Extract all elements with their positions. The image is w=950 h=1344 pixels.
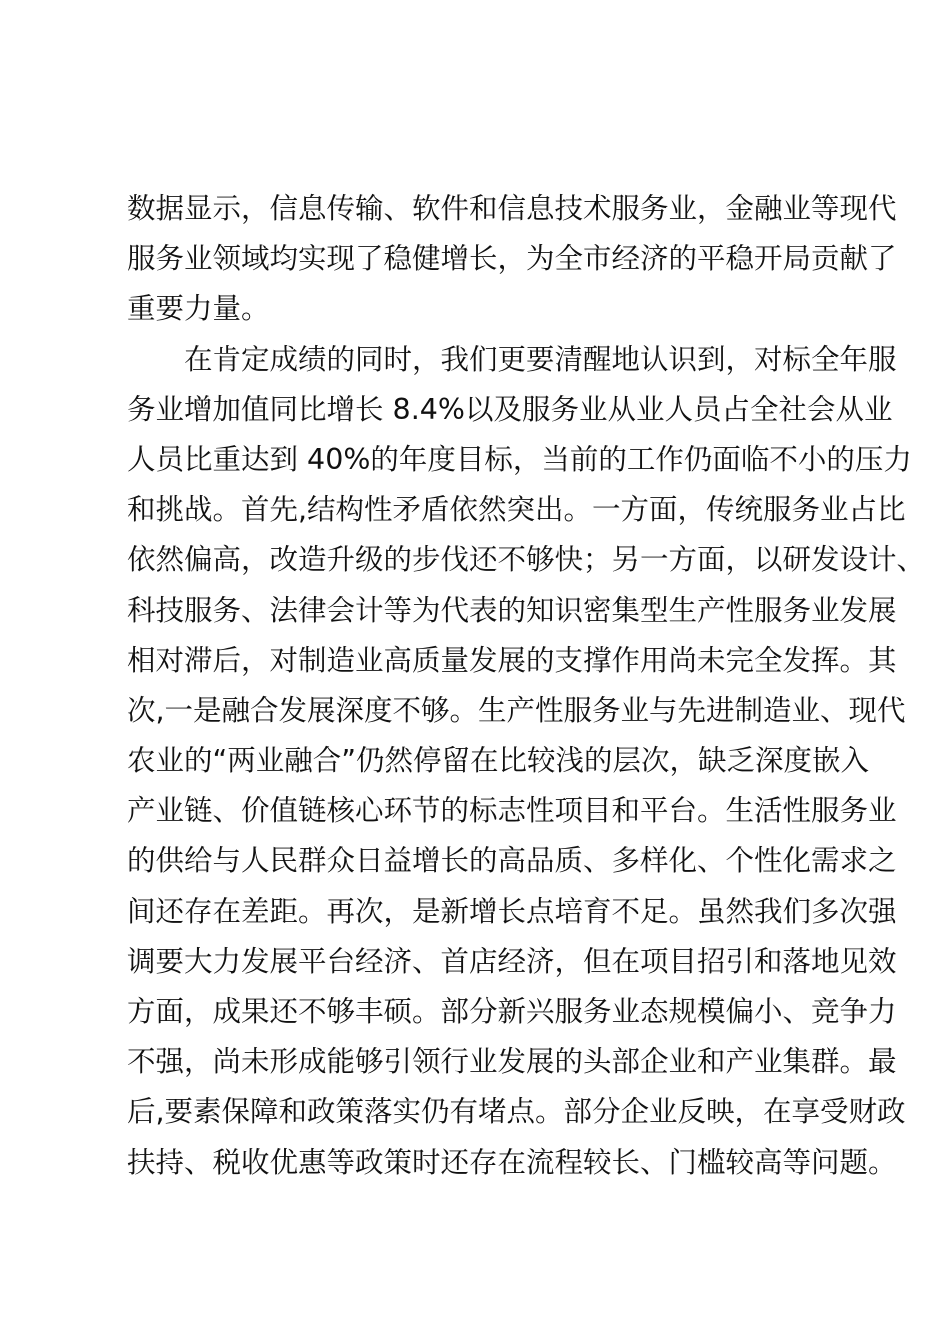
text-line: 不强，尚未形成能够引领行业发展的头部企业和产业集群。最 [127,1045,897,1079]
text-line: 相对滞后，对制造业高质量发展的支撑作用尚未完全发挥。其 [127,643,897,677]
text-line: 人员比重达到 40%的年度目标，当前的工作仍面临不小的压力 [127,442,912,476]
text-line: 依然偏高，改造升级的步伐还不够快；另一方面，以研发设计、 [127,543,926,577]
text-line: 科技服务、法律会计等为代表的知识密集型生产性服务业发展 [127,593,897,627]
text-line: 务业增加值同比增长 8.4%以及服务业从业人员占全社会从业 [127,392,893,426]
text-line: 农业的“两业融合”仍然停留在比较浅的层次，缺乏深度嵌入 [127,744,870,778]
text-line: 次,一是融合发展深度不够。生产性服务业与先进制造业、现代 [127,693,906,727]
text-line: 方面，成果还不够丰硕。部分新兴服务业态规模偏小、竞争力 [127,995,897,1028]
text-line: 数据显示，信息传输、软件和信息技术服务业，金融业等现代 [127,192,897,225]
text-line: 扶持、税收优惠等政策时还存在流程较长、门槛较高等问题。 [127,1145,897,1179]
text-line: 和挑战。首先,结构性矛盾依然突出。一方面，传统服务业占比 [127,493,906,527]
text-line: 服务业领域均实现了稳健增长，为全市经济的平稳开局贡献了 [127,242,897,276]
text-line: 产业链、价值链核心环节的标志性项目和平台。生活性服务业 [127,794,897,828]
text-line: 调要大力发展平台经济、首店经济，但在项目招引和落地见效 [127,944,897,978]
text-line: 的供给与人民群众日益增长的高品质、多样化、个性化需求之 [127,844,897,878]
text-line: 重要力量。 [127,292,270,326]
text-line: 间还存在差距。再次，是新增长点培育不足。虽然我们多次强 [127,894,897,928]
body-text [127,184,926,1188]
paragraph-first-line: 在肯定成绩的同时，我们更要清醒地认识到，对标全年服 [184,342,897,376]
text-line: 后,要素保障和政策落实仍有堵点。部分企业反映，在享受财政 [127,1095,906,1129]
